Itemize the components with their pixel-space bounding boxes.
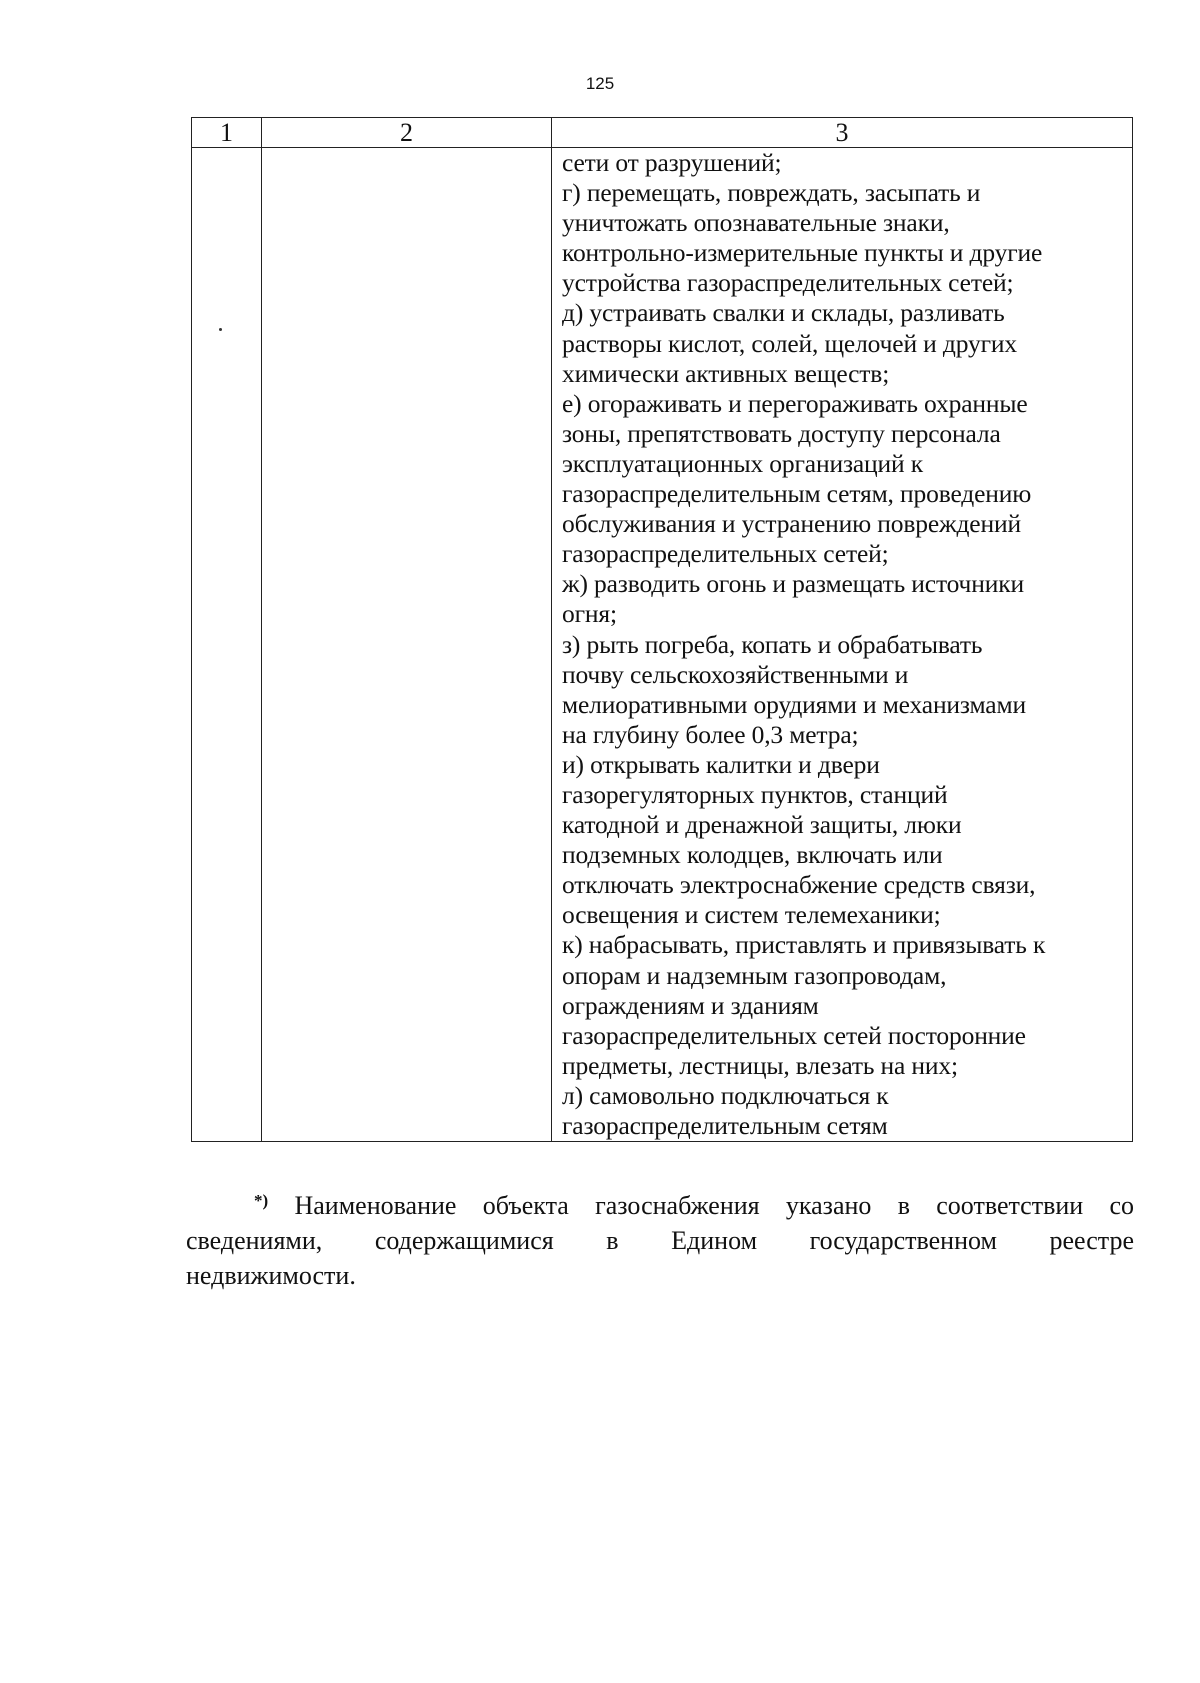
text-line: сети от разрушений; xyxy=(562,148,782,177)
text-line: огня; xyxy=(562,599,617,629)
footnote-line-1 xyxy=(186,1183,1134,1223)
text-line: почву сельскохозяйственными и xyxy=(562,659,909,689)
text-line: химически активных веществ; xyxy=(562,358,890,388)
text-line: газораспределительных сетей посторонние xyxy=(562,1020,1026,1050)
page-number: 125 xyxy=(585,74,615,93)
text-line: и) открывать калитки и двери xyxy=(562,749,880,779)
text-line: газораспределительных сетей; xyxy=(562,539,889,569)
footnote-marker: *) xyxy=(254,1191,269,1210)
text-line: мелиоративными орудиями и механизмами xyxy=(562,689,1026,719)
text-line: обслуживания и устранению повреждений xyxy=(562,509,1021,539)
text-line: газораспределительным сетям, проведению xyxy=(562,479,1032,509)
text-line: устройства газораспределительных сетей; xyxy=(562,268,1014,298)
table-cell-col3 xyxy=(552,148,1133,1142)
text-line: ограждениям и зданиям xyxy=(562,990,819,1020)
text-line: д) устраивать свалки и склады, разливать xyxy=(562,298,1005,328)
data-table xyxy=(191,117,1133,1142)
text-line: предметы, лестницы, влезать на них; xyxy=(562,1050,958,1080)
text-line: растворы кислот, солей, щелочей и других xyxy=(562,328,1017,358)
table-cell-col2 xyxy=(262,148,552,1142)
text-line: ж) разводить огонь и размещать источники xyxy=(562,569,1024,599)
text-line: з) рыть погреба, копать и обрабатывать xyxy=(562,629,983,659)
text-line: эксплуатационных организаций к xyxy=(562,448,923,478)
footnote-line-3: недвижимости. xyxy=(186,1261,356,1290)
text-line: катодной и дренажной защиты, люки xyxy=(562,810,962,840)
table-header-row xyxy=(192,118,1133,148)
footnote-line-2: сведениями, содержащимися в Едином государственном реестре xyxy=(186,1226,1134,1255)
footnote xyxy=(186,1183,1134,1293)
text-line: газораспределительным сетям xyxy=(562,1111,888,1140)
text-line: зоны, препятствовать доступу персонала xyxy=(562,418,1001,448)
text-line: освещения и систем телемеханики; xyxy=(562,900,941,930)
text-line: е) огораживать и перегораживать охранные xyxy=(562,388,1028,418)
table-row xyxy=(192,148,1133,1142)
text-line: газорегуляторных пунктов, станций xyxy=(562,779,948,809)
text-line: к) набрасывать, приставлять и привязывать к xyxy=(562,930,1046,960)
text-line: г) перемещать, повреждать, засыпать и xyxy=(562,178,981,208)
table-cell-col1 xyxy=(192,148,262,1142)
text-line: уничтожать опознавательные знаки, xyxy=(562,208,950,238)
column-header-3: 3 xyxy=(552,118,1133,148)
column-header-1: 1 xyxy=(192,118,262,148)
text-line: л) самовольно подключаться к xyxy=(562,1080,889,1110)
text-line: подземных колодцев, включать или xyxy=(562,840,943,870)
text-line: опорам и надземным газопроводам, xyxy=(562,960,947,990)
footnote-text: Наименование объекта газоснабжения указано в соответствии со xyxy=(294,1191,1134,1220)
scan-dot-mark xyxy=(219,328,222,331)
column-header-2: 2 xyxy=(262,118,552,148)
text-line: отключать электроснабжение средств связи, xyxy=(562,870,1036,900)
text-line: на глубину более 0,3 метра; xyxy=(562,719,859,749)
text-line: контрольно-измерительные пункты и другие xyxy=(562,238,1043,268)
